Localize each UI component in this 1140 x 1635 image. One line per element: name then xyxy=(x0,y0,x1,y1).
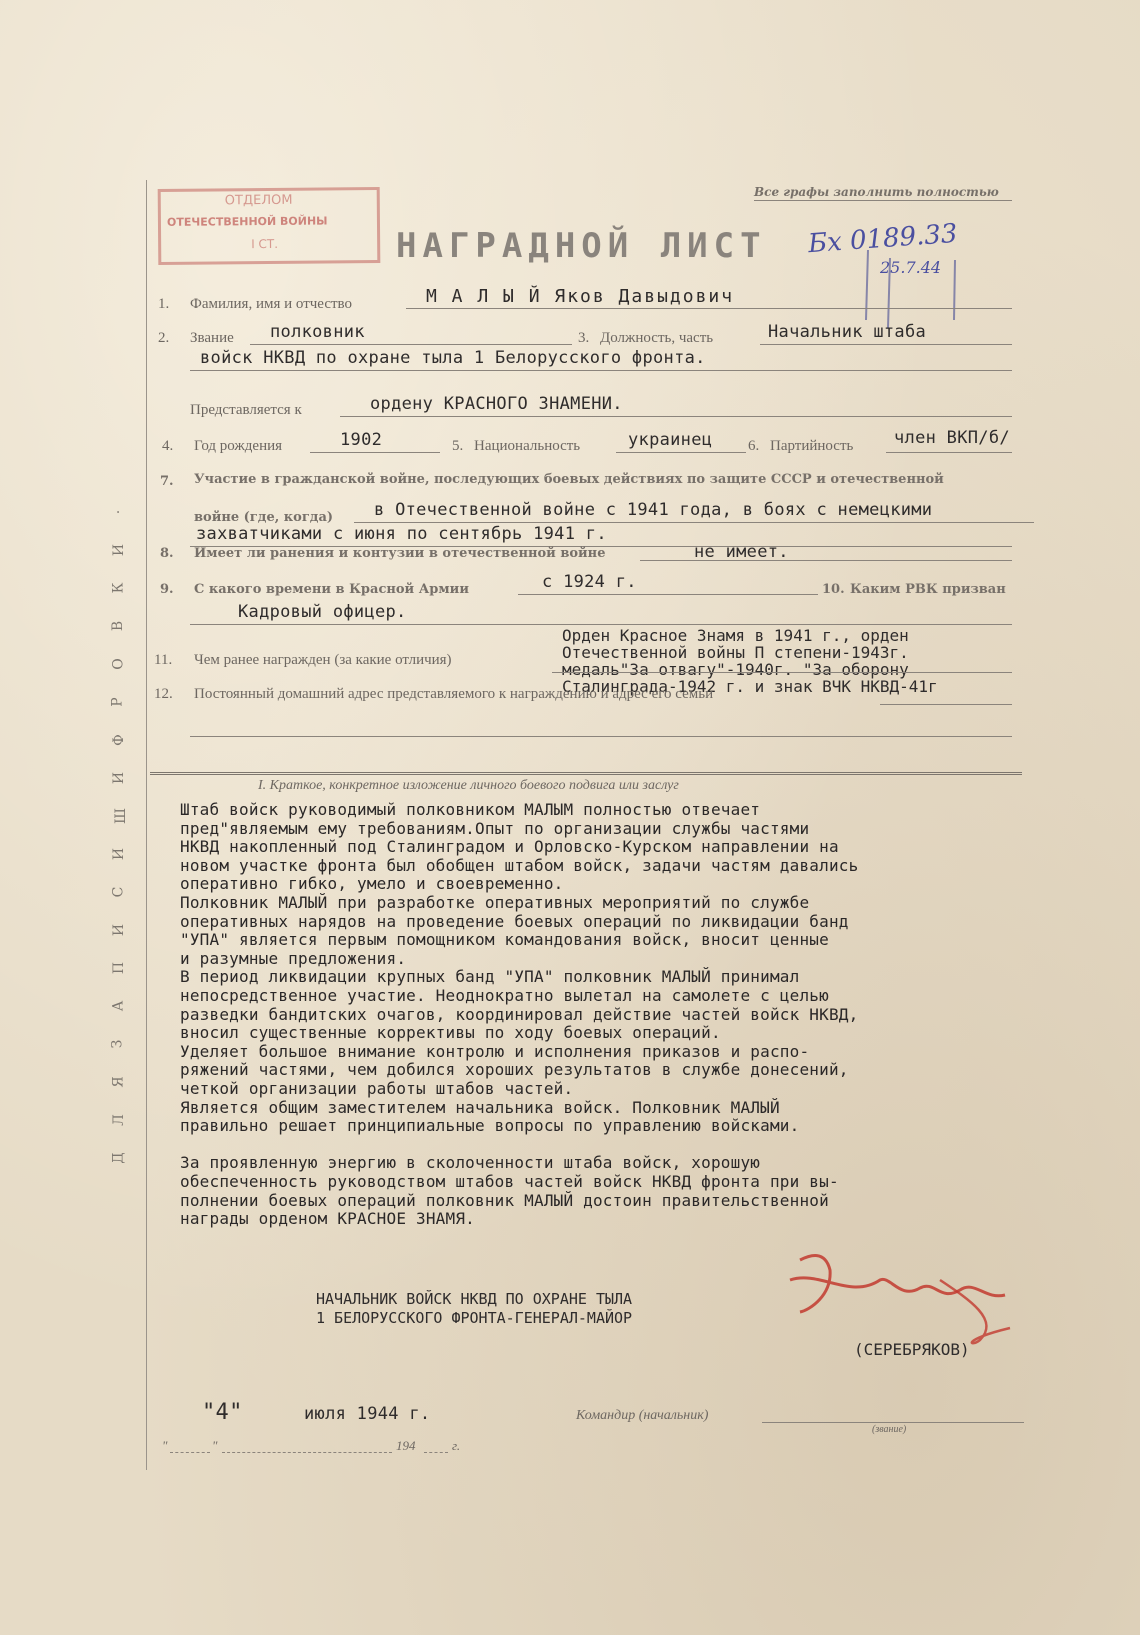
presented-to-value: ордену КРАСНОГО ЗНАМЕНИ. xyxy=(370,394,623,414)
field-4-value: 1902 xyxy=(340,430,383,450)
field-6-value: член ВКП/б/ xyxy=(894,428,1010,448)
rank-caption: (звание) xyxy=(872,1424,907,1435)
field-9-value: с 1924 г. xyxy=(542,572,637,592)
margin-letter: Я xyxy=(110,1076,127,1088)
field-4-number: 4. xyxy=(162,438,174,454)
stamp-line-2: ОТЕЧЕСТВЕННОЙ ВОЙНЫ xyxy=(166,214,328,229)
field-3-number: 3. xyxy=(578,330,590,346)
margin-letter: . xyxy=(107,509,124,515)
margin-letter: А xyxy=(110,1000,127,1012)
description-line: оперативных нарядов на проведение боевых операций по ликвидации банд xyxy=(180,911,849,931)
description-line: За проявленную энергию в сколоченности штаба войск, хорошую xyxy=(180,1153,761,1173)
description-line: и разумные предложения. xyxy=(180,948,407,968)
field-4-underline xyxy=(310,452,440,453)
department-stamp xyxy=(158,187,381,265)
field-2-underline xyxy=(250,344,572,345)
presented-to-underline xyxy=(340,416,1012,417)
margin-letter: Л xyxy=(110,1114,127,1126)
field-1-value: М А Л Ы Й Яков Давыдович xyxy=(426,286,735,307)
field-5-underline xyxy=(616,452,746,453)
field-1-number: 1. xyxy=(158,296,170,312)
blank-date-open-quote: " xyxy=(162,1438,168,1453)
field-8-label: Имеет ли ранения и контузии в отечественной войне xyxy=(194,546,606,561)
field-5-number: 5. xyxy=(452,438,464,454)
margin-letter: И xyxy=(111,543,128,557)
description-line: оперативно гибко, умело и своевременно. xyxy=(180,874,564,894)
description-line: "УПА" является первым помощником командования войск, вносит ценные xyxy=(180,930,829,950)
description-line: В период ликвидации крупных банд "УПА" полковник МАЛЫЙ принимал xyxy=(180,967,800,987)
description-line: награды орденом КРАСНОЕ ЗНАМЯ. xyxy=(180,1209,475,1229)
field-11-value-line-1: Орден Красное Знамя в 1941 г., орден xyxy=(562,626,909,645)
description-line: Штаб войск руководимый полковником МАЛЫМ полностью отвечает xyxy=(180,800,761,819)
field-10-label: Каким РВК призван xyxy=(850,582,1006,597)
section-divider xyxy=(150,772,1022,775)
field-7-label-line-2: войне (где, когда) xyxy=(194,510,334,525)
field-3-label: Должность, часть xyxy=(600,330,714,346)
stamp-line-1: ОТДЕЛОМ xyxy=(224,192,293,209)
description-line: непосредственное участие. Неоднократно вылетал на самолете с целью xyxy=(180,986,829,1005)
fill-all-note-underline xyxy=(754,200,1012,201)
field-10-number: 10. xyxy=(822,582,845,597)
description-line: правильно решает принципиальные вопросы по управлению войсками. xyxy=(180,1116,800,1136)
field-6-label: Партийность xyxy=(770,438,854,454)
field-9-number: 9. xyxy=(160,582,174,597)
field-3-value: Начальник штаба xyxy=(768,322,927,342)
field-11-value-line-2: Отечественной войны П степени-1943г. xyxy=(562,643,909,662)
field-11-label: Чем ранее награжден (за какие отличия) xyxy=(194,652,452,668)
stamp-line-3: І СТ. xyxy=(251,236,279,252)
description-line: новом участке фронта был обобщен штабом войск, задачи частям давались xyxy=(180,855,859,875)
field-7-underline xyxy=(354,522,1034,523)
signatory-title-line-1: НАЧАЛЬНИК ВОЙСК НКВД ПО ОХРАНЕ ТЫЛА xyxy=(316,1290,633,1308)
commander-label: Командир (начальник) xyxy=(576,1408,709,1423)
field-6-number: 6. xyxy=(748,438,760,454)
margin-letter: З xyxy=(109,1039,126,1049)
section-heading: I. Краткое, конкретное изложение личного боевого подвига или заслуг xyxy=(258,778,679,793)
field-12-label: Постоянный домашний адрес представляемого к награждению и адрес его семьи xyxy=(194,686,714,702)
field-7-number: 7. xyxy=(160,474,174,489)
field-8-value: не имеет. xyxy=(694,542,789,562)
description-line: НКВД накопленный под Сталинградом и Орловско-Курском направлении на xyxy=(180,837,839,857)
field-5-value: украинец xyxy=(628,430,713,450)
field-3-underline xyxy=(760,344,1012,345)
description-line: вносил существенные коррективы по ходу боевых операций. xyxy=(180,1023,721,1043)
margin-letter: П xyxy=(111,961,128,975)
description-line: Уделяет большое внимание контролю и исполнения приказов и распо- xyxy=(180,1041,810,1061)
blank-day-line xyxy=(170,1452,210,1453)
margin-letter: Ф xyxy=(110,734,127,746)
fill-all-note: Все графы заполнить полностью xyxy=(754,185,999,199)
description-line: пред"являемым ему требованиям.Опыт по организации службы частями xyxy=(180,818,810,838)
field-1-underline xyxy=(406,308,1012,309)
field-3-underline-2 xyxy=(190,370,1012,371)
field-2-value: полковник xyxy=(270,322,365,342)
margin-letter: О xyxy=(110,658,127,670)
field-3-value-line-2: войск НКВД по охране тыла 1 Белорусского фронта. xyxy=(200,348,706,368)
field-6-underline xyxy=(886,452,1012,453)
margin-letter: К xyxy=(110,582,127,594)
field-2-number: 2. xyxy=(158,330,170,346)
margin-letter: И xyxy=(111,923,128,937)
margin-letter: И xyxy=(111,771,128,785)
margin-letter: В xyxy=(110,620,127,632)
description-line: разведки бандитских очагов, координировал действие частей войск НКВД, xyxy=(180,1004,859,1024)
field-4-label: Год рождения xyxy=(194,438,283,454)
margin-letter: Р xyxy=(109,697,126,707)
document-day: "4" xyxy=(202,1400,243,1425)
description-line: обеспеченность руководством штабов частей войск НКВД фронта при вы- xyxy=(180,1172,839,1191)
margin-letter: И xyxy=(111,847,128,861)
field-7-label: Участие в гражданской войне, последующих боевых действиях по защите СССР и отечественной xyxy=(194,472,944,487)
field-11-value-line-3: медаль"За отвагу"-1940г. "За оборону xyxy=(562,660,909,679)
field-2-label: Звание xyxy=(190,330,234,346)
field-9-underline-2 xyxy=(190,624,1012,625)
margin-letter: Ш xyxy=(112,808,129,824)
blank-year-line xyxy=(424,1452,448,1453)
handwritten-registration-number: Бх 0189.33 xyxy=(807,218,959,260)
field-12-underline-2 xyxy=(190,736,1012,737)
presented-to-label: Представляется к xyxy=(190,402,302,418)
handwritten-brackets xyxy=(860,240,980,330)
field-5-label: Национальность xyxy=(474,438,581,454)
blank-year: 194 xyxy=(396,1438,416,1453)
field-11-underline xyxy=(552,672,1012,673)
document-title: НАГРАДНОЙ ЛИСТ xyxy=(396,226,767,266)
document-month-year: июля 1944 г. xyxy=(304,1404,431,1424)
field-8-underline xyxy=(640,560,1012,561)
field-9-label: С какого времени в Красной Армии xyxy=(194,582,469,597)
field-7-value: в Отечественной войне с 1941 года, в боях с немецкими xyxy=(374,500,933,520)
signatory-title-line-2: 1 БЕЛОРУССКОГО ФРОНТА-ГЕНЕРАЛ-МАЙОР xyxy=(316,1309,633,1327)
blank-year-suffix: г. xyxy=(452,1438,461,1453)
blank-date-close-quote: " xyxy=(212,1438,218,1453)
field-7-value-line-2: захватчиками с июня по сентябрь 1941 г. xyxy=(196,524,607,544)
field-8-number: 8. xyxy=(160,546,174,561)
field-1-label: Фамилия, имя и отчество xyxy=(190,296,353,312)
margin-letter: Д xyxy=(110,1152,127,1164)
signatory-name: (СЕРЕБРЯКОВ) xyxy=(854,1340,970,1359)
margin-letter: С xyxy=(110,886,127,898)
description-line: Является общим заместителем начальника войск. Полковник МАЛЫЙ xyxy=(180,1097,780,1117)
field-12-number: 12. xyxy=(154,686,173,702)
description-line: полнении боевых операций полковник МАЛЫЙ достоин правительственной xyxy=(180,1190,829,1210)
description-line: четкой организации работы штабов частей. xyxy=(180,1079,574,1098)
field-11-value-line-4: Сталинграда-1942 г. и знак ВЧК НКВД-41г xyxy=(562,677,938,696)
commander-underline xyxy=(762,1422,1024,1423)
left-margin-line xyxy=(146,180,147,1470)
description-line: ряжений частями, чем добился хороших результатов в службе донесений, xyxy=(180,1060,849,1080)
blank-month-line xyxy=(222,1452,392,1453)
field-9-value-line-2: Кадровый офицер. xyxy=(238,602,407,622)
field-12-underline xyxy=(880,704,1012,705)
field-11-number: 11. xyxy=(154,652,173,668)
description-line: Полковник МАЛЫЙ при разработке оперативных мероприятий по службе xyxy=(180,893,810,912)
field-9-underline xyxy=(518,594,818,595)
handwritten-signature xyxy=(770,1240,1030,1350)
handwritten-registration-date: 25.7.44 xyxy=(880,258,942,277)
